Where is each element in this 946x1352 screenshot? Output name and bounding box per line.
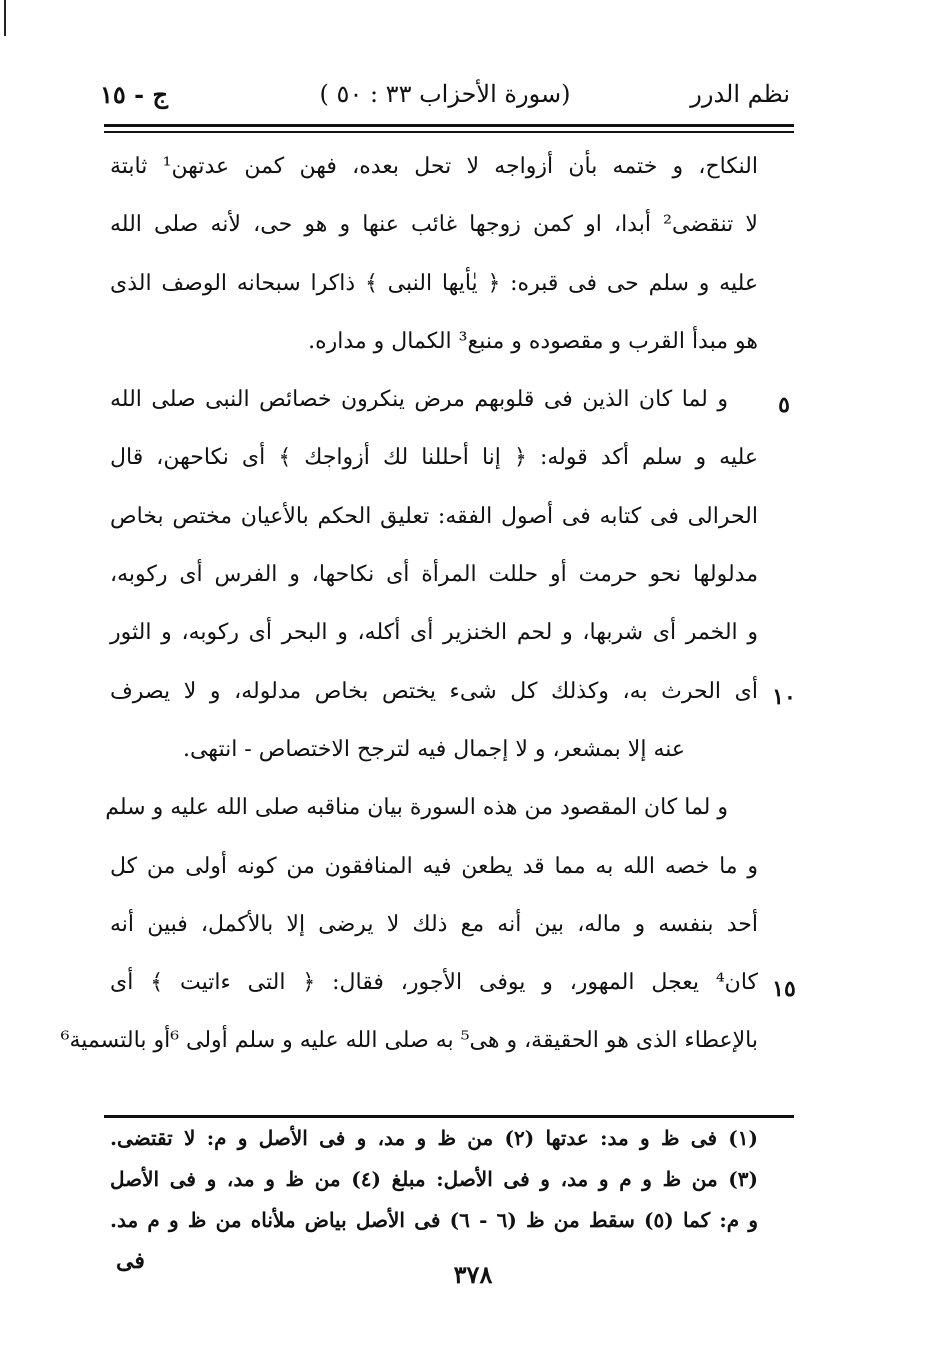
text-line: هو مبدأ القرب و مقصوده و منبع³ الكمال و مداره.: [308, 328, 758, 354]
text-line: لا تنقضى² أبدا، او كمن زوجها غائب عنها و هو حى، لأنه صلى الله: [110, 212, 758, 238]
footnote-line: (٣) من ظ و م و مد، و فى الأصل: مبلغ (٤) من ظ و مد، و فى الأصل: [110, 1167, 758, 1191]
footnote-line: و م: كما (٥) سقط من ظ (٦ - ٦) فى الأصل بياض ملأناه من ظ و م مد.: [110, 1208, 759, 1232]
text-line: و ما خصه الله به مما قد يطعن فيه المنافقون من كونه أولى من كل: [110, 853, 758, 879]
page-edge-mark: [4, 0, 6, 36]
volume-label: ج - ١٥: [100, 80, 168, 109]
text-line: عليه و سلم أكد قوله: ﴿ إنا أحللنا لك أزواجك ﴾ أى نكاحهن، قال: [110, 445, 758, 471]
line-number-5: ٥: [778, 392, 790, 418]
header-rule-thick: [104, 124, 794, 127]
text-line: و الخمر أى شربها، و لحم الخنزير أى أكله، و البحر أى ركوبه، و الثور: [110, 620, 758, 646]
text-line: عليه و سلم حى فى قبره: ﴿ يٰأيها النبى ﴾ ذاكرا سبحانه الوصف الذى: [110, 270, 758, 296]
text-line: و لما كان الذين فى قلوبهم مرض ينكرون خصائص النبى صلى الله: [110, 387, 728, 413]
header-rule-thin: [104, 131, 794, 133]
text-line: مدلولها نحو حرمت أو حللت المرأة أى نكاحها، و الفرس أى ركوبه،: [110, 562, 758, 588]
text-line: النكاح، و ختمه بأن أزواجه لا تحل بعده، فهن كمن عدتهن¹ ثابتة: [110, 154, 758, 179]
text-line: عنه إلا بمشعر، و لا إجمال فيه لترجح الاختصاص - انتهى.: [182, 736, 686, 762]
text-line: الحرالى فى كتابه فى أصول الفقه: تعليق الحكم بالأعيان مختص بخاص: [110, 503, 758, 529]
book-title: نظم الدرر: [690, 80, 790, 108]
page-number: ٣٧٨: [453, 1260, 493, 1289]
text-line: بالإعطاء الذى هو الحقيقة، و هى⁵ به صلى الله عليه و سلم أولى ⁶أو بالتسمية⁶: [60, 1028, 758, 1054]
text-line: و لما كان المقصود من هذه السورة بيان مناقبه صلى الله عليه و سلم: [105, 795, 728, 821]
line-number-15: ١٥: [772, 976, 796, 1002]
catchword: فى: [116, 1248, 145, 1274]
main-text: [60, 138, 758, 1071]
surah-reference: (سورة الأحزاب ٣٣ : ٥٠ ): [319, 80, 571, 108]
running-header: [100, 74, 790, 114]
text-line: كان⁴ يعجل المهور، و يوفى الأجور، فقال: ﴿ التى ءاتيت ﴾ أى: [110, 970, 758, 996]
text-line: أى الحرث به، وكذلك كل شىء يختص بخاص مدلوله، و لا يصرف: [110, 678, 758, 704]
footnotes: [110, 1118, 758, 1241]
line-number-10: ١٠: [772, 684, 796, 710]
footnote-line: (١) فى ظ و مد: عدتها (٢) من ظ و مد، و فى الأصل و م: لا تقتضى.: [110, 1126, 758, 1150]
text-line: أحد بنفسه و ماله، بين أنه مع ذلك لا يرضى إلا بالأكمل، فبين أنه: [110, 911, 758, 937]
